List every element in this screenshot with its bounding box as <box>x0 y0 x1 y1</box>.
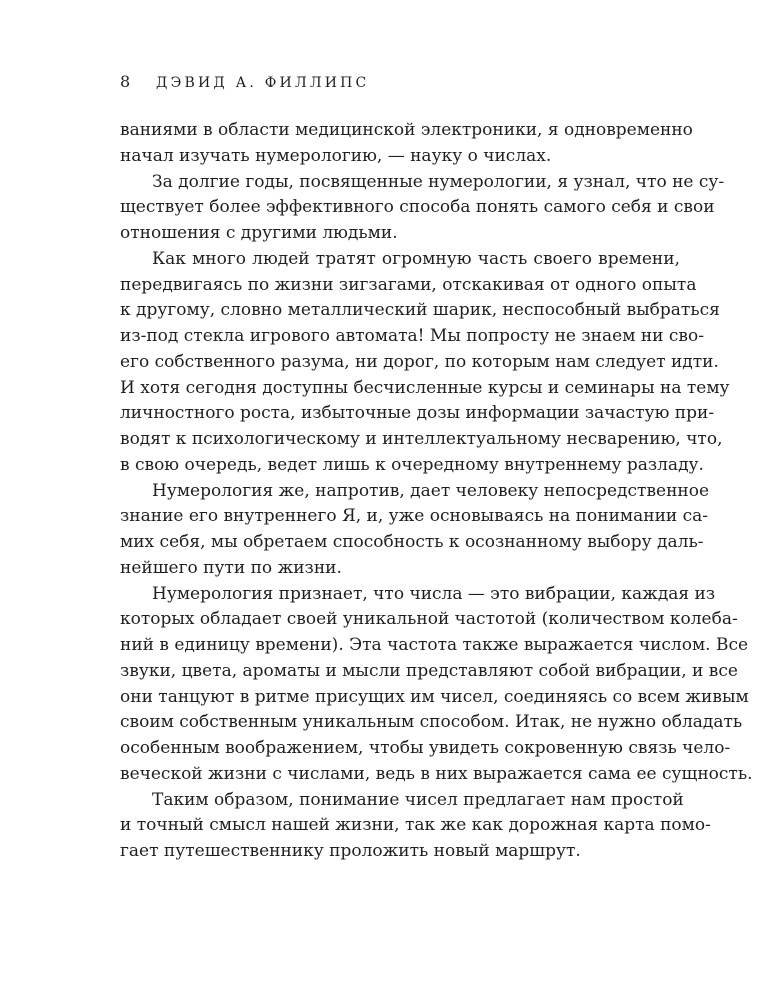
text-line: передвигаясь по жизни зигзагами, отскакивая от одного опыта <box>120 274 697 295</box>
body-text <box>120 118 753 865</box>
text-line: его собственного разума, ни дорог, по которым нам следует идти. <box>120 351 719 372</box>
text-line: звуки, цвета, ароматы и мысли представляют собой вибрации, и все <box>120 660 738 681</box>
text-line: веческой жизни с числами, ведь в них выражается сама ее сущность. <box>120 763 753 784</box>
text-line: из-под стекла игрового автомата! Мы попросту не знаем ни сво- <box>120 326 704 346</box>
text-line: и точный смысл нашей жизни, так же как дорожная карта помо- <box>120 815 711 836</box>
running-head-author: ДЭВИД А. ФИЛЛИПС <box>156 75 370 91</box>
text-line: Как много людей тратят огромную часть своего времени, <box>152 248 680 269</box>
paragraph <box>120 788 711 865</box>
text-line: особенным воображением, чтобы увидеть сокровенную связь чело- <box>120 738 731 758</box>
text-line: отношения с другими людьми. <box>120 223 398 243</box>
text-line: Таким образом, понимание чисел предлагает нам простой <box>152 789 684 810</box>
text-line: ществует более эффективного способа понять самого себя и свои <box>120 197 715 218</box>
text-line: нейшего пути по жизни. <box>120 557 342 578</box>
text-line: водят к психологическому и интеллектуальному несварению, что, <box>120 429 723 449</box>
running-head <box>120 72 369 94</box>
text-line: к другому, словно металлический шарик, неспособный выбраться <box>120 300 720 321</box>
text-line: в свою очередь, ведет лишь к очередному внутреннему разладу. <box>120 454 704 475</box>
text-line: личностного роста, избыточные дозы информации зачастую при- <box>120 403 715 424</box>
text-line: они танцуют в ритме присущих им чисел, соединяясь со всем живым <box>120 686 749 707</box>
paragraph <box>120 247 730 479</box>
text-line: гает путешественнику проложить новый маршрут. <box>120 841 581 861</box>
text-line: Нумерология признает, что числа — это вибрации, каждая из <box>152 583 716 604</box>
text-line: За долгие годы, посвященные нумерологии, я узнал, что не су- <box>152 171 725 192</box>
paragraph <box>120 118 693 170</box>
text-line: знание его внутреннего Я, и, уже основываясь на понимании са- <box>120 506 709 527</box>
paragraph <box>120 479 710 582</box>
text-line: которых обладает своей уникальной частотой (количеством колеба- <box>120 609 738 630</box>
text-line: Нумерология же, напротив, дает человеку непосредственное <box>152 480 710 501</box>
text-line: И хотя сегодня доступны бесчисленные курсы и семинары на тему <box>120 377 730 398</box>
paragraph <box>120 582 753 788</box>
text-line: мих себя, мы обретаем способность к осознанному выбору даль- <box>120 532 704 552</box>
text-line: ний в единицу времени). Эта частота также выражается числом. Все <box>120 635 749 655</box>
text-line: начал изучать нумерологию, — науку о числах. <box>120 145 552 166</box>
text-line: своим собственным уникальным способом. Итак, не нужно обладать <box>120 712 743 733</box>
text-line: ваниями в области медицинской электроники, я одновременно <box>120 120 693 140</box>
page-number: 8 <box>120 72 131 91</box>
paragraph <box>120 170 725 247</box>
